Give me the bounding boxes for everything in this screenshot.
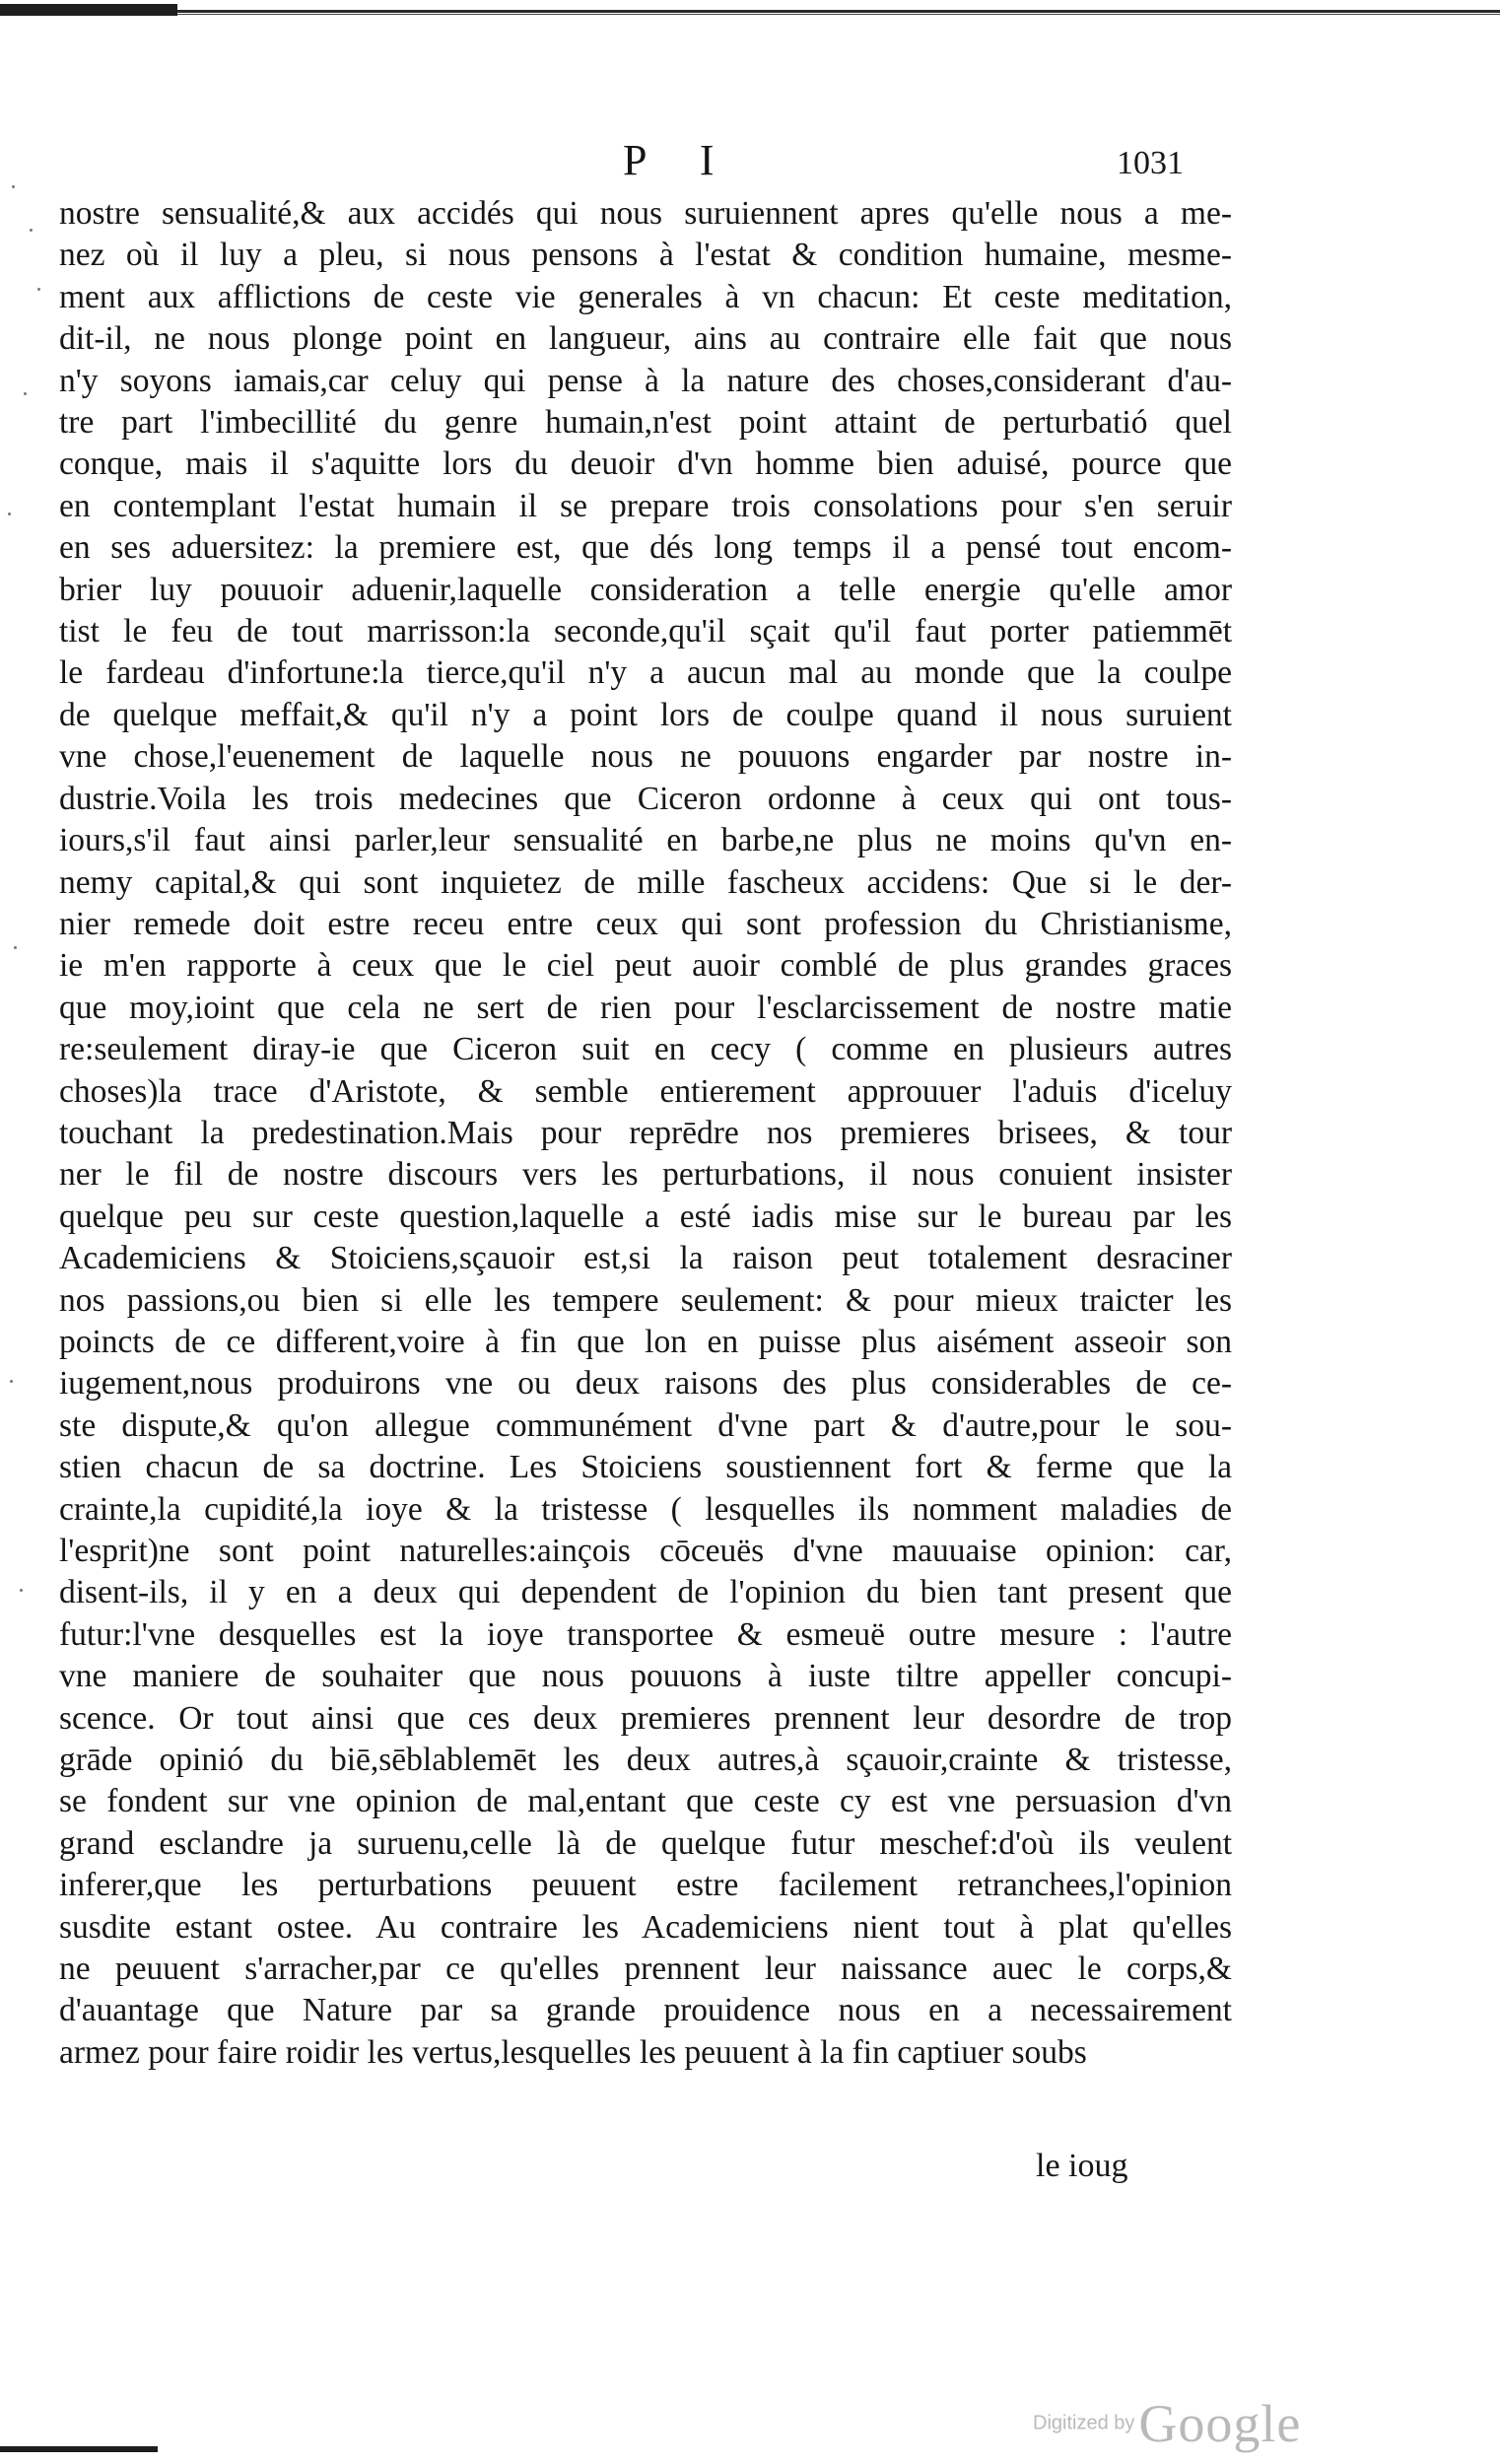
text-line: disent-ils, il y en a deux qui dependent de l'opinion du bien tant present que — [59, 1574, 1232, 1611]
scan-margin-specks — [0, 0, 59, 2464]
scan-speck — [37, 288, 40, 291]
text-line: futur:l'vne desquelles est la ioye transportee & esmeuë outre mesure : l'autre — [59, 1615, 1232, 1653]
text-line: d'auantage que Nature par sa grande prouidence nous en a necessairement — [59, 1992, 1232, 2029]
text-line: n'y soyons iamais,car celuy qui pense à la nature des choses,considerant d'au- — [59, 362, 1232, 399]
digitized-watermark — [1033, 2393, 1301, 2454]
text-line: scence. Or tout ainsi que ces deux premieres prennent leur desordre de trop — [59, 1699, 1232, 1737]
text-line: grāde opinió du biē,sēblablemēt les deux autres,à sçauoir,crainte & tristesse, — [59, 1742, 1232, 1779]
text-line: dit-il, ne nous plonge point en langueur, ains au contraire elle fait que nous — [59, 320, 1232, 358]
text-line: stien chacun de sa doctrine. Les Stoiciens soustiennent fort & ferme que la — [59, 1449, 1232, 1486]
running-head-title: P I — [623, 136, 736, 184]
text-line: armez pour faire roidir les vertus,lesquelles les peuuent à la fin captiuer soubs — [59, 2033, 1087, 2071]
text-line: conque, mais il s'aquitte lors du deuoir d'vn homme bien aduisé, pource que — [59, 445, 1232, 483]
text-line: de quelque meffait,& qu'il n'y a point lors de coulpe quand il nous suruient — [59, 696, 1232, 733]
text-line: choses)la trace d'Aristote, & semble entierement approuuer l'aduis d'iceluy — [59, 1072, 1232, 1110]
text-line: nostre sensualité,& aux accidés qui nous suruiennent apres qu'elle nous a me- — [59, 195, 1232, 232]
running-head — [0, 136, 1500, 185]
text-line: ne peuuent s'arracher,par ce qu'elles prennent leur naissance auec le corps,& — [59, 1951, 1232, 1988]
text-line: tist le feu de tout marrisson:la seconde,qu'il sçait qu'il faut porter patiemmēt — [59, 613, 1232, 650]
scan-speck — [8, 513, 11, 515]
body-text — [59, 193, 1232, 2074]
text-line: ie m'en rapporte à ceux que le ciel peut auoir comblé de plus grandes graces — [59, 947, 1232, 985]
text-line: nemy capital,& qui sont inquietez de mille fascheux accidens: Que si le der- — [59, 863, 1232, 901]
text-line: nier remede doit estre receu entre ceux qui sont profession du Christianisme, — [59, 905, 1232, 942]
text-line: quelque peu sur ceste question,laquelle a esté iadis mise sur le bureau par les — [59, 1198, 1232, 1235]
text-line: nez où il luy a pleu, si nous pensons à l'estat & condition humaine, mesme- — [59, 237, 1232, 274]
text-line: que moy,ioint que cela ne sert de rien pour l'esclarcissement de nostre matie — [59, 989, 1232, 1026]
text-line: ner le fil de nostre discours vers les perturbations, il nous conuient insister — [59, 1156, 1232, 1194]
text-line: Academiciens & Stoiciens,sçauoir est,si la raison peut totalement desraciner — [59, 1240, 1232, 1277]
scan-speck — [14, 946, 17, 949]
text-line: en contemplant l'estat humain il se prepare trois consolations pour s'en seruir — [59, 487, 1232, 524]
google-logo-text: Google — [1138, 2394, 1302, 2453]
scan-speck — [30, 229, 33, 232]
scan-speck — [20, 1589, 23, 1592]
text-line: crainte,la cupidité,la ioye & la tristesse ( lesquelles ils nomment maladies de — [59, 1490, 1232, 1528]
text-line: ment aux afflictions de ceste vie generales à vn chacun: Et ceste meditation, — [59, 278, 1232, 315]
text-line: inferer,que les perturbations peuuent estre facilement retranchees,l'opinion — [59, 1867, 1232, 1904]
top-page-rule — [0, 10, 1500, 16]
text-line: se fondent sur vne opinion de mal,entant que ceste cy est vne persuasion d'vn — [59, 1783, 1232, 1820]
text-line: ste dispute,& qu'on allegue communément d'vne part & d'autre,pour le sou- — [59, 1406, 1232, 1444]
scan-speck — [10, 1380, 13, 1383]
text-line: susdite estant ostee. Au contraire les Academiciens nient tout à plat qu'elles — [59, 1908, 1232, 1946]
text-line: vne chose,l'euenement de laquelle nous ne pouuons engarder par nostre in- — [59, 738, 1232, 776]
text-line: tre part l'imbecillité du genre humain,n'est point attaint de perturbatió quel — [59, 404, 1232, 442]
page-number: 1031 — [1117, 145, 1184, 181]
watermark-prefix: Digitized by — [1033, 2412, 1135, 2434]
text-line: l'esprit)ne sont point naturelles:ainçois cōceuës d'vne mauuaise opinion: car, — [59, 1533, 1232, 1569]
text-line: poincts de ce different,voire à fin que lon en puisse plus aisément asseoir son — [59, 1323, 1232, 1360]
bottom-page-rule — [0, 2446, 158, 2452]
text-line: touchant la predestination.Mais pour reprēdre nos premieres brisees, & tour — [59, 1114, 1232, 1151]
scan-speck — [24, 392, 27, 395]
text-line: re:seulement diray-ie que Ciceron suit en cecy ( comme en plusieurs autres — [59, 1031, 1232, 1068]
text-line: nos passions,ou bien si elle les tempere seulement: & pour mieux traicter les — [59, 1281, 1232, 1319]
text-line: iours,s'il faut ainsi parler,leur sensualité en barbe,ne plus ne moins qu'vn en- — [59, 822, 1232, 859]
text-line: en ses aduersitez: la premiere est, que dés long temps il a pensé tout encom- — [59, 529, 1232, 567]
catchword: le ioug — [1036, 2148, 1128, 2184]
text-line: le fardeau d'infortune:la tierce,qu'il n'y a aucun mal au monde que la coulpe — [59, 654, 1232, 692]
scan-speck — [12, 185, 15, 188]
text-line: vne maniere de souhaiter que nous pouuons à iuste tiltre appeller concupi- — [59, 1658, 1232, 1695]
text-line: dustrie.Voila les trois medecines que Ciceron ordonne à ceux qui ont tous- — [59, 780, 1232, 817]
text-line: grand esclandre ja suruenu,celle là de quelque futur meschef:d'où ils veulent — [59, 1824, 1232, 1862]
text-line: brier luy pouuoir aduenir,laquelle consideration a telle energie qu'elle amor — [59, 571, 1232, 608]
text-line: iugement,nous produirons vne ou deux raisons des plus considerables de ce- — [59, 1365, 1232, 1403]
